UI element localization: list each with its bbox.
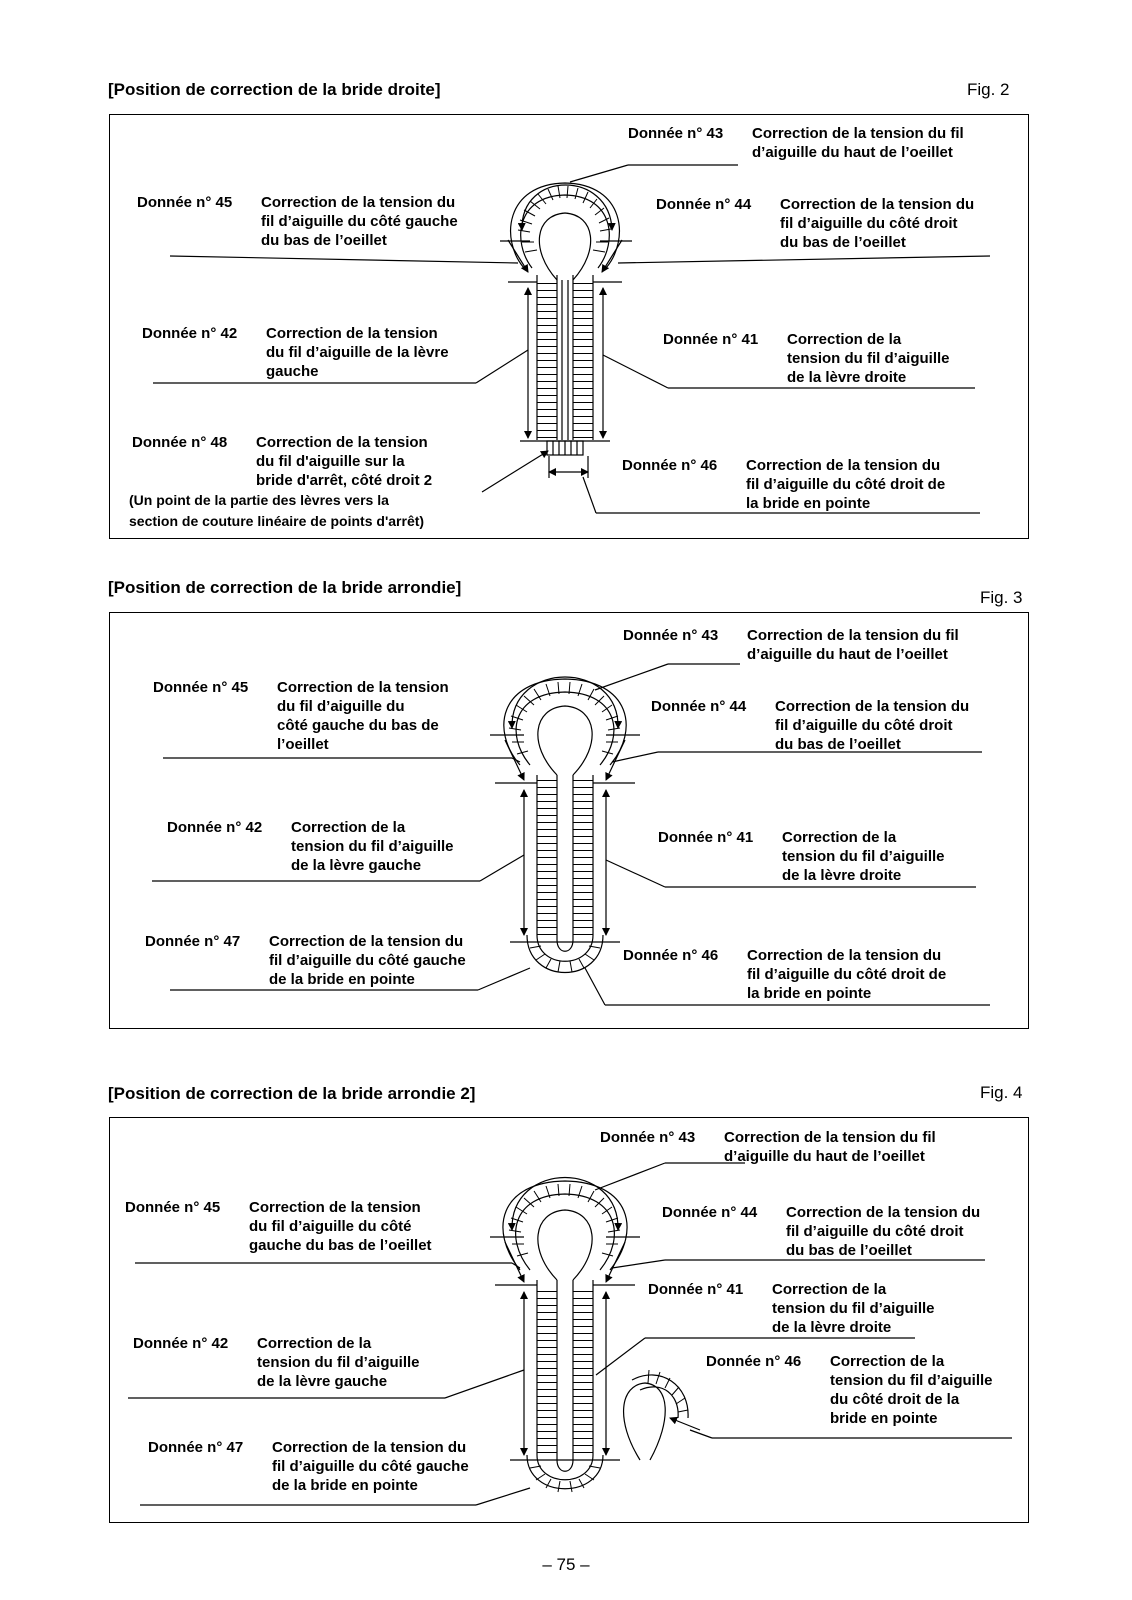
fig3-label: Fig. 3 [980,588,1023,607]
fig2-note: (Un point de la partie des lèvres vers la section de couture linéaire de points d'arrêt) [129,492,425,529]
fig3-buttonhole [152,664,990,1005]
fig2-title: [Position de correction de la bride droite] [108,80,441,99]
fig4-buttonhole [128,1163,1012,1505]
fig2-label: Fig. 2 [967,80,1010,99]
page-number: – 75 – [542,1555,590,1574]
fig3-title: [Position de correction de la bride arrondie] [108,578,462,597]
fig4-title: [Position de correction de la bride arrondie 2] [108,1084,476,1103]
fig4-label: Fig. 4 [980,1083,1023,1102]
fig2-buttonhole [153,165,990,513]
